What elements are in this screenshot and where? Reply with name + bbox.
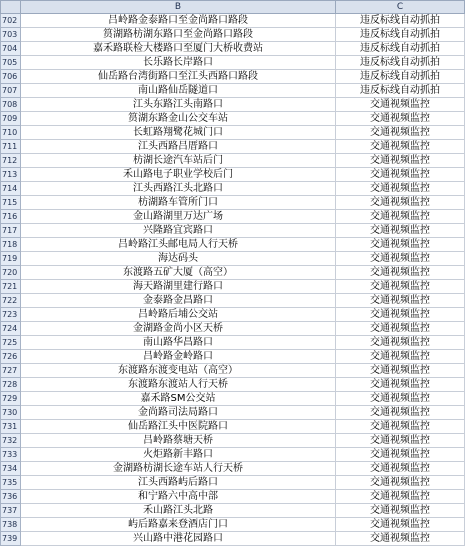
type-cell[interactable]: 交通视频监控	[336, 266, 465, 280]
type-cell[interactable]: 交通视频监控	[336, 112, 465, 126]
row-number-header[interactable]: 724	[1, 322, 21, 336]
row-number-header[interactable]: 739	[1, 532, 21, 546]
row-number-header[interactable]: 708	[1, 98, 21, 112]
table-row	[1, 504, 465, 518]
location-cell[interactable]: 东渡路东渡站人行天桥	[21, 378, 336, 392]
location-cell[interactable]: 金湖路金尚小区天桥	[21, 322, 336, 336]
type-cell[interactable]: 交通视频监控	[336, 154, 465, 168]
type-cell[interactable]: 违反标线自动抓拍	[336, 28, 465, 42]
row-number-header[interactable]: 712	[1, 154, 21, 168]
row-number-header[interactable]: 704	[1, 42, 21, 56]
type-cell[interactable]: 交通视频监控	[336, 406, 465, 420]
table-row	[1, 182, 465, 196]
location-cell[interactable]: 东渡路东渡变电站（高空）	[21, 364, 336, 378]
table-row	[1, 98, 465, 112]
table-row	[1, 462, 465, 476]
table-row	[1, 154, 465, 168]
type-cell[interactable]: 交通视频监控	[336, 448, 465, 462]
table-row	[1, 518, 465, 532]
location-cell[interactable]: 和宁路六中高中部	[21, 490, 336, 504]
row-number-header[interactable]: 729	[1, 392, 21, 406]
type-cell[interactable]: 交通视频监控	[336, 434, 465, 448]
type-cell[interactable]: 交通视频监控	[336, 490, 465, 504]
column-header-row	[1, 1, 465, 14]
table-row	[1, 126, 465, 140]
row-number-header[interactable]: 710	[1, 126, 21, 140]
row-number-header[interactable]: 721	[1, 280, 21, 294]
row-number-header[interactable]: 717	[1, 224, 21, 238]
row-number-header[interactable]: 711	[1, 140, 21, 154]
location-cell[interactable]: 禾山路电子职业学校后门	[21, 168, 336, 182]
type-cell[interactable]: 违反标线自动抓拍	[336, 84, 465, 98]
table-row	[1, 532, 465, 546]
location-cell[interactable]: 枋湖长途汽车站后门	[21, 154, 336, 168]
location-cell[interactable]: 枋湖路车管所门口	[21, 196, 336, 210]
type-cell[interactable]: 交通视频监控	[336, 504, 465, 518]
table-row	[1, 392, 465, 406]
location-cell[interactable]: 长虹路翔鹭花城门口	[21, 126, 336, 140]
table-row	[1, 448, 465, 462]
location-cell[interactable]: 长乐路长岸路口	[21, 56, 336, 70]
type-cell[interactable]: 交通视频监控	[336, 294, 465, 308]
location-cell[interactable]: 江头西路吕厝路口	[21, 140, 336, 154]
table-row	[1, 364, 465, 378]
row-number-header[interactable]: 738	[1, 518, 21, 532]
table-row	[1, 490, 465, 504]
table-row	[1, 294, 465, 308]
type-cell[interactable]: 交通视频监控	[336, 224, 465, 238]
row-number-header[interactable]: 707	[1, 84, 21, 98]
type-cell[interactable]: 违反标线自动抓拍	[336, 42, 465, 56]
type-cell[interactable]: 交通视频监控	[336, 336, 465, 350]
table-row	[1, 252, 465, 266]
table-row	[1, 210, 465, 224]
location-cell[interactable]: 吕岭路江头邮电局人行天桥	[21, 238, 336, 252]
location-cell[interactable]: 金山路湖里万达广场	[21, 210, 336, 224]
row-number-header[interactable]: 722	[1, 294, 21, 308]
location-cell[interactable]: 金泰路金昌路口	[21, 294, 336, 308]
location-cell[interactable]: 江头西路江头北路口	[21, 182, 336, 196]
location-cell[interactable]: 屿后路嘉来登酒店门口	[21, 518, 336, 532]
column-header-b[interactable]: B	[21, 1, 336, 14]
type-cell[interactable]: 违反标线自动抓拍	[336, 56, 465, 70]
table-row	[1, 28, 465, 42]
location-cell[interactable]: 吕岭路后埔公交站	[21, 308, 336, 322]
table-row	[1, 378, 465, 392]
type-cell[interactable]: 违反标线自动抓拍	[336, 14, 465, 28]
table-row	[1, 336, 465, 350]
type-cell[interactable]: 交通视频监控	[336, 364, 465, 378]
table-row	[1, 14, 465, 28]
table-row	[1, 350, 465, 364]
type-cell[interactable]: 交通视频监控	[336, 462, 465, 476]
table-row	[1, 70, 465, 84]
row-number-header[interactable]: 713	[1, 168, 21, 182]
table-row	[1, 140, 465, 154]
row-number-header[interactable]: 705	[1, 56, 21, 70]
table-row	[1, 84, 465, 98]
row-number-header[interactable]: 732	[1, 434, 21, 448]
row-number-header[interactable]: 702	[1, 14, 21, 28]
type-cell[interactable]: 交通视频监控	[336, 532, 465, 546]
table-row	[1, 308, 465, 322]
select-all-corner[interactable]	[1, 1, 21, 14]
row-number-header[interactable]: 719	[1, 252, 21, 266]
type-cell[interactable]: 交通视频监控	[336, 420, 465, 434]
row-number-header[interactable]: 718	[1, 238, 21, 252]
type-cell[interactable]: 交通视频监控	[336, 182, 465, 196]
row-number-header[interactable]: 714	[1, 182, 21, 196]
row-number-header[interactable]: 728	[1, 378, 21, 392]
row-number-header[interactable]: 733	[1, 448, 21, 462]
table-row	[1, 196, 465, 210]
type-cell[interactable]: 交通视频监控	[336, 280, 465, 294]
location-cell[interactable]: 筼湖东路金山公交车站	[21, 112, 336, 126]
row-number-header[interactable]: 725	[1, 336, 21, 350]
type-cell[interactable]: 交通视频监控	[336, 196, 465, 210]
row-number-header[interactable]: 715	[1, 196, 21, 210]
location-cell[interactable]: 南山路仙岳隧道口	[21, 84, 336, 98]
table-row	[1, 406, 465, 420]
table-row	[1, 224, 465, 238]
type-cell[interactable]: 交通视频监控	[336, 98, 465, 112]
table-row	[1, 434, 465, 448]
type-cell[interactable]: 交通视频监控	[336, 308, 465, 322]
row-number-header[interactable]: 726	[1, 350, 21, 364]
location-cell[interactable]: 吕岭路金岭路口	[21, 350, 336, 364]
column-header-c[interactable]: C	[336, 1, 465, 14]
location-cell[interactable]: 仙岳路江头中医院路口	[21, 420, 336, 434]
location-cell[interactable]: 禾山路江头北路	[21, 504, 336, 518]
table-row	[1, 322, 465, 336]
table-row	[1, 168, 465, 182]
type-cell[interactable]: 交通视频监控	[336, 252, 465, 266]
location-cell[interactable]: 海天路湖里建行路口	[21, 280, 336, 294]
row-number-header[interactable]: 730	[1, 406, 21, 420]
location-cell[interactable]: 兴隆路宜宾路口	[21, 224, 336, 238]
row-number-header[interactable]: 723	[1, 308, 21, 322]
type-cell[interactable]: 交通视频监控	[336, 322, 465, 336]
type-cell[interactable]: 交通视频监控	[336, 140, 465, 154]
location-cell[interactable]: 吕岭路蔡塘天桥	[21, 434, 336, 448]
table-row	[1, 280, 465, 294]
type-cell[interactable]: 交通视频监控	[336, 378, 465, 392]
table-row	[1, 266, 465, 280]
row-number-header[interactable]: 727	[1, 364, 21, 378]
location-cell[interactable]: 吕岭路金泰路口至金尚路口路段	[21, 14, 336, 28]
type-cell[interactable]: 交通视频监控	[336, 476, 465, 490]
row-number-header[interactable]: 736	[1, 490, 21, 504]
location-cell[interactable]: 金尚路司法局路口	[21, 406, 336, 420]
location-cell[interactable]: 南山路华昌路口	[21, 336, 336, 350]
location-cell[interactable]: 嘉禾路联检大楼路口至厦门大桥收费站	[21, 42, 336, 56]
type-cell[interactable]: 交通视频监控	[336, 392, 465, 406]
location-cell[interactable]: 金湖路枋湖长途车站人行天桥	[21, 462, 336, 476]
row-number-header[interactable]: 735	[1, 476, 21, 490]
row-number-header[interactable]: 716	[1, 210, 21, 224]
table-row	[1, 112, 465, 126]
row-number-header[interactable]: 703	[1, 28, 21, 42]
table-row	[1, 238, 465, 252]
row-number-header[interactable]: 720	[1, 266, 21, 280]
type-cell[interactable]: 交通视频监控	[336, 518, 465, 532]
location-cell[interactable]: 火炬路新丰路口	[21, 448, 336, 462]
location-cell[interactable]: 海达码头	[21, 252, 336, 266]
location-cell[interactable]: 江头西路屿后路口	[21, 476, 336, 490]
type-cell[interactable]: 交通视频监控	[336, 168, 465, 182]
row-number-header[interactable]: 731	[1, 420, 21, 434]
type-cell[interactable]: 交通视频监控	[336, 350, 465, 364]
table-row	[1, 42, 465, 56]
table-row	[1, 420, 465, 434]
table-row	[1, 56, 465, 70]
table-row	[1, 476, 465, 490]
row-number-header[interactable]: 737	[1, 504, 21, 518]
location-cell[interactable]: 仙岳路台湾街路口至江头西路口路段	[21, 70, 336, 84]
type-cell[interactable]: 交通视频监控	[336, 210, 465, 224]
location-cell[interactable]: 江头东路江头南路口	[21, 98, 336, 112]
location-cell[interactable]: 兴山路中港花园路口	[21, 532, 336, 546]
row-number-header[interactable]: 734	[1, 462, 21, 476]
row-number-header[interactable]: 706	[1, 70, 21, 84]
location-cell[interactable]: 筼湖路枋湖东路口至金尚路口路段	[21, 28, 336, 42]
type-cell[interactable]: 违反标线自动抓拍	[336, 70, 465, 84]
row-number-header[interactable]: 709	[1, 112, 21, 126]
type-cell[interactable]: 交通视频监控	[336, 238, 465, 252]
location-cell[interactable]: 嘉禾路SM公交站	[21, 392, 336, 406]
location-cell[interactable]: 东渡路五矿大厦（高空）	[21, 266, 336, 280]
type-cell[interactable]: 交通视频监控	[336, 126, 465, 140]
